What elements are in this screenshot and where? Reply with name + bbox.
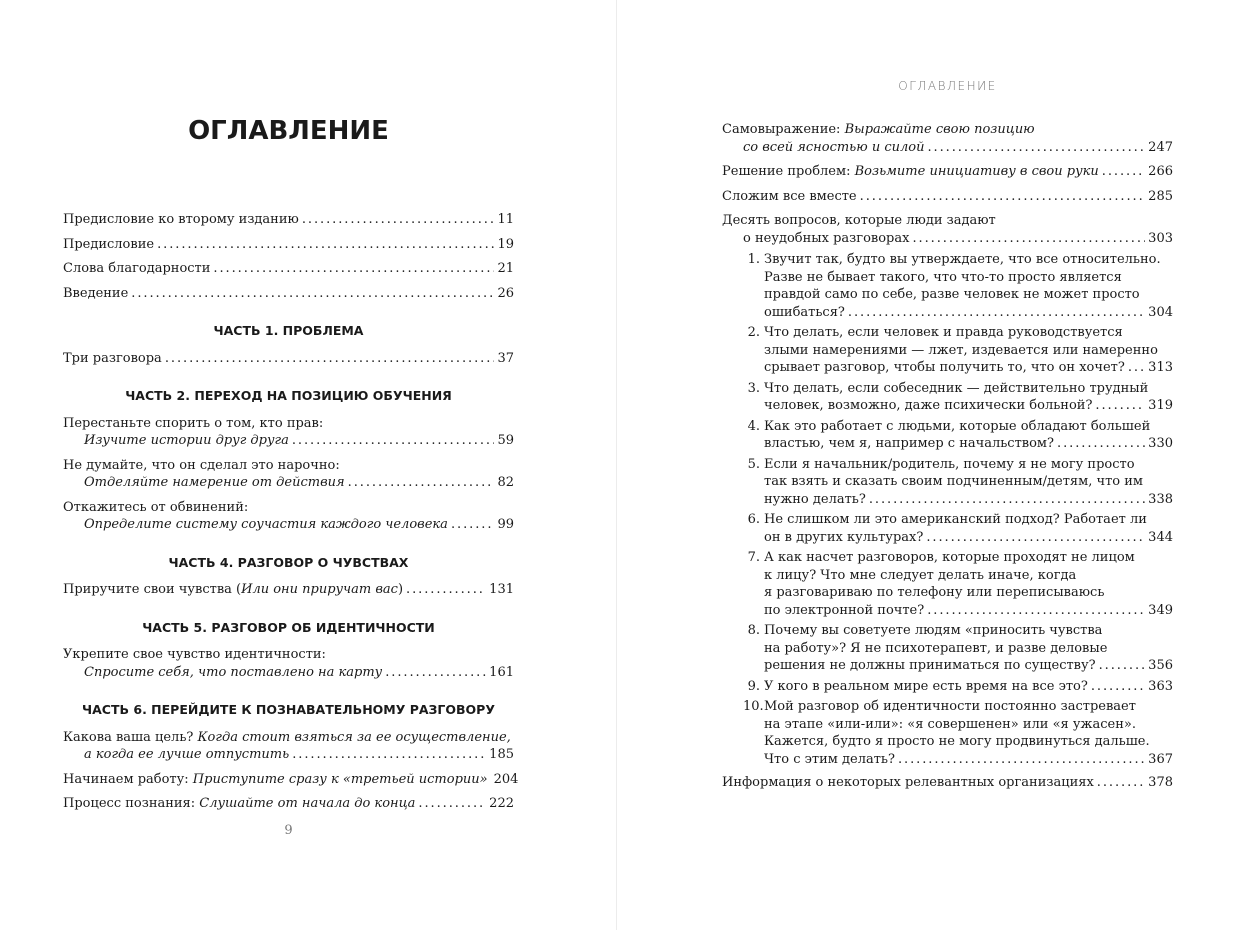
question-line: Что с этим делать? xyxy=(764,751,895,767)
entry-subtitle: Слушайте от начала до конца xyxy=(199,796,416,811)
question-line: Что делать, если собеседник — действительно трудный xyxy=(764,380,1149,396)
toc-entry[interactable] xyxy=(722,188,1173,206)
question-number: 7. xyxy=(747,550,760,565)
entry-subtitle: Или они приручат вас xyxy=(241,582,398,597)
page-title: ОГЛАВЛЕНИЕ xyxy=(188,116,389,146)
question-item[interactable] xyxy=(722,324,1173,377)
page-number: 19 xyxy=(497,236,514,252)
page-number: 319 xyxy=(1148,398,1173,413)
page-number: 99 xyxy=(497,517,514,532)
question-line: по электронной почте? xyxy=(764,602,925,618)
folio: 9 xyxy=(284,823,293,838)
toc-entry[interactable] xyxy=(63,350,514,368)
toc-entry[interactable] xyxy=(63,729,514,764)
entry-subtitle: Выражайте свою позицию xyxy=(844,122,1035,137)
toc-entry[interactable] xyxy=(722,774,1173,792)
question-line: решения не должны приниматься по существу? xyxy=(764,658,1096,673)
question-item[interactable] xyxy=(722,251,1173,321)
question-item[interactable] xyxy=(722,622,1173,675)
question-item[interactable] xyxy=(722,418,1173,453)
question-number: 10. xyxy=(743,699,764,714)
entry-title: Предисловие ко второму изданию xyxy=(63,212,299,227)
page-number: 222 xyxy=(489,796,514,811)
question-line: ошибаться? xyxy=(764,304,845,320)
question-number: 5. xyxy=(747,456,760,472)
question-item[interactable] xyxy=(722,678,1173,696)
page-number: 82 xyxy=(497,475,514,490)
question-line: злыми намерениями — лжет, издевается или намеренно xyxy=(764,342,1158,358)
page-number: 185 xyxy=(489,747,514,762)
page-number: 37 xyxy=(497,350,514,366)
question-item[interactable] xyxy=(722,549,1173,619)
question-number: 1. xyxy=(747,252,760,267)
entry-title: Процесс познания: xyxy=(63,796,200,811)
entry-title: Самовыражение: xyxy=(722,122,845,137)
entry-title: Начинаем работу: xyxy=(63,771,193,787)
right-page xyxy=(722,0,1173,930)
toc-entry[interactable] xyxy=(63,260,514,278)
question-line: А как насчет разговоров, которые проходят не лицом xyxy=(764,550,1135,565)
question-line: к лицу? Что мне следует делать иначе, когда xyxy=(764,567,1077,583)
page-number: 131 xyxy=(489,582,514,597)
question-number: 3. xyxy=(747,380,760,396)
entry-title: Сложим все вместе xyxy=(722,188,857,204)
toc-entry[interactable] xyxy=(63,581,514,599)
entry-subtitle-cont: со всей ясностью и силой xyxy=(743,139,925,155)
toc-entry[interactable] xyxy=(63,415,514,450)
question-line: У кого в реальном мире есть время на все это? xyxy=(764,678,1088,694)
entry-subtitle: Возьмите инициативу в свои руки xyxy=(854,164,1099,179)
entry-title-tail: ) xyxy=(397,582,404,597)
page-number: 378 xyxy=(1148,775,1173,790)
question-line: Почему вы советуете людям «приносить чувства xyxy=(764,623,1103,638)
entry-subtitle: Изучите истории друг друга xyxy=(84,433,289,448)
running-head: ОГЛАВЛЕНИЕ xyxy=(898,79,997,93)
entry-title: Информация о некоторых релевантных организациях xyxy=(722,775,1094,790)
part-heading: ЧАСТЬ 5. РАЗГОВОР ОБ ИДЕНТИЧНОСТИ xyxy=(142,619,435,635)
entry-title: Решение проблем: xyxy=(722,164,855,179)
toc-entry[interactable] xyxy=(63,285,514,303)
question-line: нужно делать? xyxy=(764,491,866,507)
page-number: 367 xyxy=(1148,751,1173,767)
question-list xyxy=(722,251,1173,768)
entry-title-cont: о неудобных разговорах xyxy=(743,230,910,246)
page-number: 349 xyxy=(1148,602,1173,618)
question-line: Кажется, будто я просто не могу продвинуться дальше. xyxy=(764,734,1150,749)
entry-subtitle: Определите систему соучастия каждого человека xyxy=(84,517,448,532)
page-number: 21 xyxy=(497,261,514,276)
page-number: 338 xyxy=(1148,491,1173,507)
page-number: 266 xyxy=(1148,164,1173,179)
page-number: 330 xyxy=(1148,436,1173,451)
entry-title: Какова ваша цель? xyxy=(63,729,198,745)
toc-right xyxy=(722,121,1173,799)
page-number: 59 xyxy=(497,433,514,448)
question-line: Как это работает с людьми, которые обладают большей xyxy=(764,418,1151,434)
toc-left xyxy=(63,211,519,820)
question-line: Что делать, если человек и правда руководствуется xyxy=(764,325,1123,340)
entry-subtitle: Отделяйте намерение от действия xyxy=(84,475,345,490)
page-number: 285 xyxy=(1148,188,1173,204)
question-line: Звучит так, будто вы утверждаете, что все относительно. xyxy=(764,252,1161,267)
question-line: Мой разговор об идентичности постоянно застревает xyxy=(764,699,1136,714)
entry-subtitle: Приступите сразу к «третьей истории» xyxy=(192,771,488,787)
question-item[interactable] xyxy=(722,380,1173,415)
question-item[interactable] xyxy=(722,511,1173,546)
question-line: срывает разговор, чтобы получить то, что он хочет? xyxy=(764,360,1125,375)
question-line: на работу»? Я не психотерапевт, и разве деловые xyxy=(764,640,1108,656)
toc-entry[interactable] xyxy=(63,771,519,789)
entry-title: Перестаньте спорить о том, кто прав: xyxy=(63,415,324,431)
page-gutter xyxy=(616,0,617,930)
toc-entry[interactable] xyxy=(722,121,1173,156)
page-number: 363 xyxy=(1148,678,1173,694)
toc-entry[interactable] xyxy=(63,211,514,229)
toc-entry[interactable] xyxy=(63,795,514,813)
page-number: 356 xyxy=(1148,658,1173,673)
part-heading: ЧАСТЬ 4. РАЗГОВОР О ЧУВСТВАХ xyxy=(168,554,409,570)
page-number: 26 xyxy=(497,285,514,301)
page-number: 344 xyxy=(1148,529,1173,545)
entry-subtitle-cont: а когда ее лучше отпустить xyxy=(84,747,290,762)
toc-entry[interactable] xyxy=(63,499,514,534)
toc-entry[interactable] xyxy=(63,457,514,492)
question-line: человек, возможно, даже психически больной? xyxy=(764,398,1093,413)
entry-subtitle: Когда стоит взяться за ее осуществление, xyxy=(197,729,511,745)
entry-title: Предисловие xyxy=(63,236,155,252)
page-number: 303 xyxy=(1148,230,1173,246)
page-number: 204 xyxy=(493,771,519,787)
question-number: 4. xyxy=(747,418,760,434)
question-item[interactable] xyxy=(722,698,1173,768)
question-item[interactable] xyxy=(722,456,1173,509)
entry-title: Введение xyxy=(63,285,129,301)
question-line: на этапе «или-или»: «я совершенен» или «я ужасен». xyxy=(764,716,1136,732)
entry-title: Три разговора xyxy=(63,350,162,366)
question-number: 6. xyxy=(747,512,760,527)
question-line: Разве не бывает такого, что что-то просто является xyxy=(764,269,1122,285)
page-number: 161 xyxy=(489,664,514,680)
question-number: 8. xyxy=(747,623,760,638)
question-line: так взять и сказать своим подчиненным/детям, что им xyxy=(764,474,1144,489)
page-number: 304 xyxy=(1148,304,1173,320)
entry-title: Приручите свои чувства ( xyxy=(63,582,242,597)
question-line: Если я начальник/родитель, почему я не могу просто xyxy=(764,456,1135,472)
question-number: 2. xyxy=(747,325,760,340)
toc-entry[interactable] xyxy=(63,646,514,681)
entry-subtitle: Спросите себя, что поставлено на карту xyxy=(84,664,383,680)
entry-title: Откажитесь от обвинений: xyxy=(63,499,249,515)
entry-title: Слова благодарности xyxy=(63,261,211,276)
page-number: 313 xyxy=(1148,360,1173,375)
toc-entry[interactable] xyxy=(722,212,1173,247)
page-number: 11 xyxy=(497,212,514,227)
question-number: 9. xyxy=(747,678,760,694)
entry-title: Десять вопросов, которые люди задают xyxy=(722,213,996,228)
left-page xyxy=(63,0,519,930)
toc-entry[interactable] xyxy=(722,163,1173,181)
part-heading: ЧАСТЬ 1. ПРОБЛЕМА xyxy=(213,323,364,338)
part-heading: ЧАСТЬ 6. ПЕРЕЙДИТЕ К ПОЗНАВАТЕЛЬНОМУ РАЗГОВОРУ xyxy=(82,702,495,717)
page-number: 247 xyxy=(1148,139,1173,155)
toc-entry[interactable] xyxy=(63,236,514,254)
question-line: я разговариваю по телефону или переписываюсь xyxy=(764,585,1105,600)
question-line: правдой само по себе, разве человек не может просто xyxy=(764,287,1140,302)
question-line: Не слишком ли это американский подход? Работает ли xyxy=(764,512,1147,527)
question-line: властью, чем я, например с начальством? xyxy=(764,436,1054,451)
entry-title: Не думайте, что он сделал это нарочно: xyxy=(63,457,340,473)
question-line: он в других культурах? xyxy=(764,529,924,545)
part-heading: ЧАСТЬ 2. ПЕРЕХОД НА ПОЗИЦИЮ ОБУЧЕНИЯ xyxy=(125,388,452,403)
entry-title: Укрепите свое чувство идентичности: xyxy=(63,647,326,662)
